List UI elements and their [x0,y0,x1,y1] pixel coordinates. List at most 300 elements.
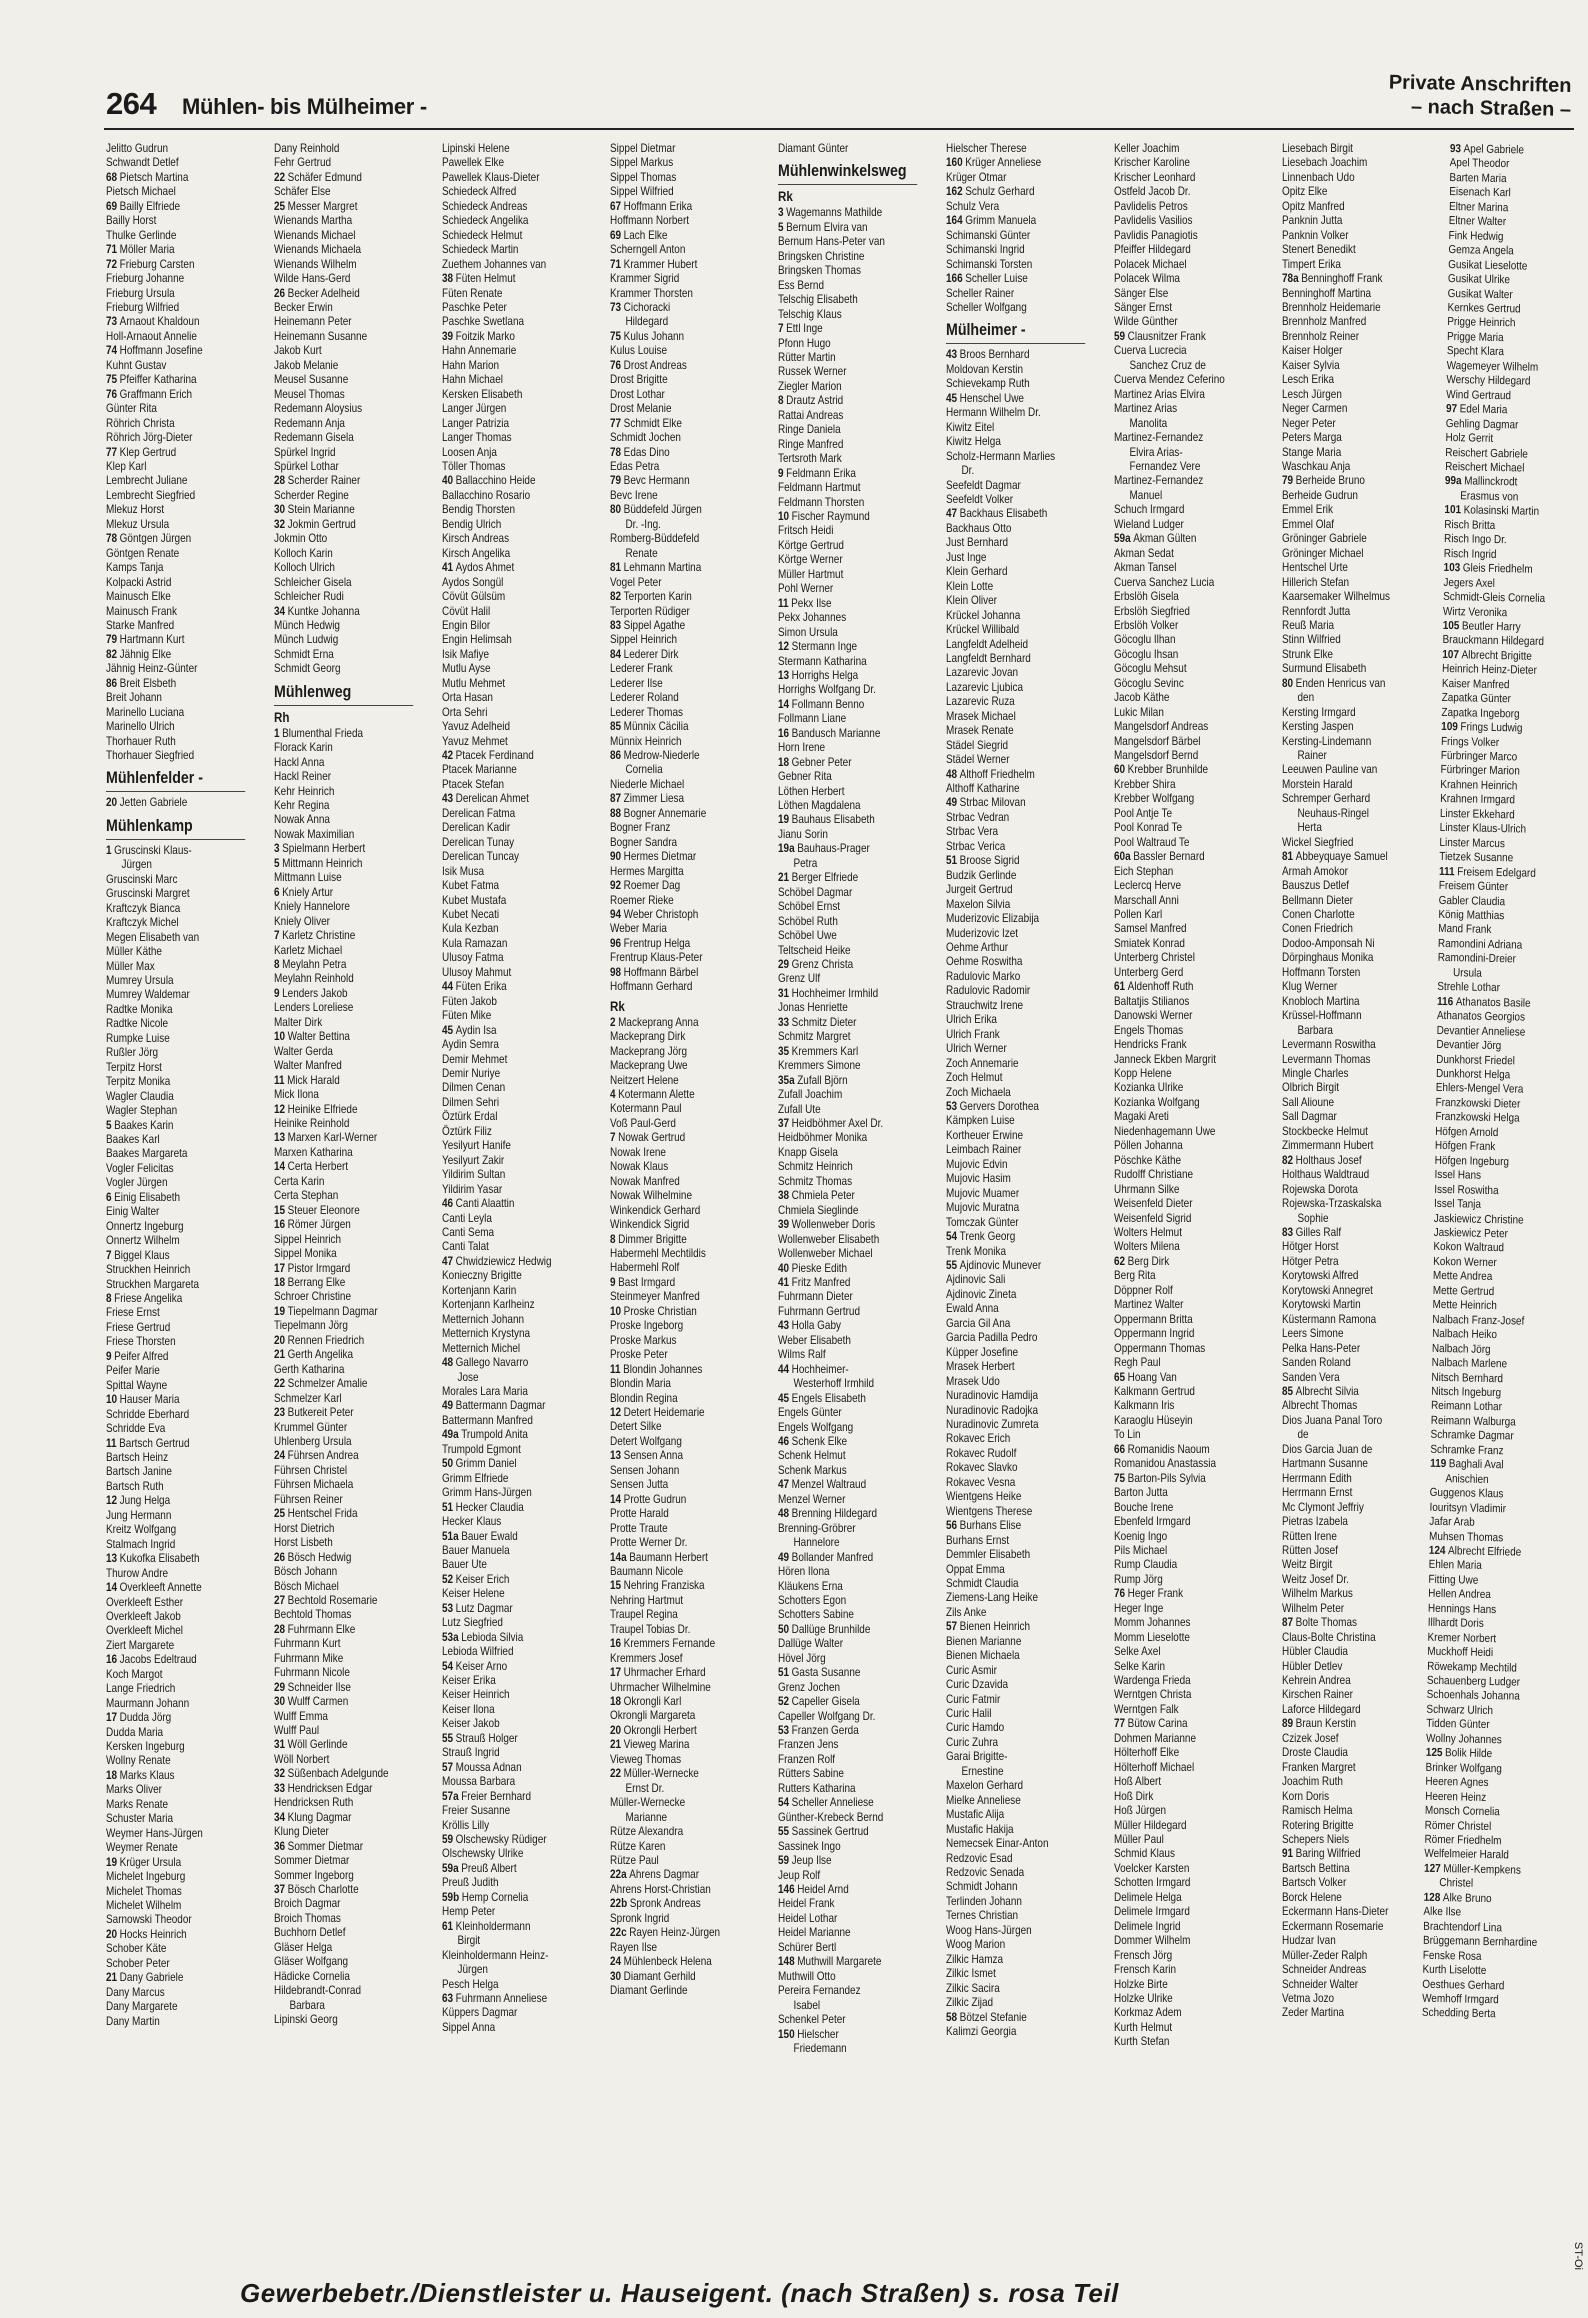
resident-name: Sommer Ingeborg [274,1868,354,1882]
street-rule [778,184,917,185]
resident-name: Hochheimer- [791,1362,849,1376]
house-number: 54 [946,1230,958,1244]
house-number: 45 [946,391,958,405]
directory-entry [442,561,581,575]
directory-entry [442,229,581,243]
resident-name: Fernandez Vere [1129,459,1201,473]
resident-name: Romanidis Naoum [1127,1442,1210,1456]
resident-name: Bartsch Heinz [106,1450,169,1464]
directory-entry [1114,966,1253,980]
directory-entry [1114,2006,1253,2020]
directory-entry [106,706,245,720]
resident-name: Wöll Norbert [274,1752,330,1766]
house-number: 7 [106,1248,112,1262]
directory-entry [778,308,917,322]
directory-entry [610,1681,749,1695]
resident-name: Medrow-Niederle [623,749,700,763]
resident-name: Althoff Friedhelm [959,767,1035,781]
resident-name: Voelcker Karsten [1114,1861,1190,1875]
house-number: 16 [274,1218,286,1232]
directory-entry [106,749,245,763]
directory-entry [610,1233,749,1247]
resident-name: Wulff Paul [274,1724,320,1738]
resident-name: Jacobs Edeltraud [119,1653,197,1667]
house-number: 25 [274,199,286,213]
house-number: 9 [610,1275,616,1289]
house-number: 5 [778,220,784,234]
resident-name: Bauer Ute [442,1558,487,1572]
directory-entry [274,1406,413,1420]
resident-name: Krischer Leonhard [1114,170,1196,184]
house-number: 21 [274,1348,286,1362]
directory-entry [1114,1891,1253,1905]
house-number: 32 [274,1767,286,1781]
directory-entry [442,185,581,199]
directory-entry [106,344,245,358]
resident-name: Moussa Adnan [455,1760,522,1774]
house-number: 82 [610,590,622,604]
directory-entry [946,1042,1085,1056]
house-number: 30 [274,503,286,517]
directory-entry [1282,185,1421,199]
resident-name: Weber Christoph [623,908,699,922]
directory-entry [1282,156,1421,170]
directory-entry [946,970,1085,984]
resident-name: Pawellek Klaus-Dieter [442,170,540,184]
directory-entry [1282,605,1421,619]
resident-name: Tiepelmann Dagmar [287,1304,378,1318]
resident-name: Klein Gerhard [946,565,1008,579]
directory-entry [610,648,749,662]
directory-entry [442,677,581,691]
resident-name: Erbslöh Gisela [1114,590,1179,604]
resident-name: Zapatka Ingeborg [1441,705,1520,721]
resident-name: Engels Wolfgang [778,1420,854,1434]
resident-name: Kniely Artur [282,885,334,899]
resident-name: Werntgen Falk [1114,1702,1179,1716]
resident-name: Göcoglu Sevinc [1114,676,1184,690]
resident-name: Friedemann [793,2042,847,2055]
directory-entry [274,1565,413,1579]
resident-name: Kleinholdermann Heinz- [442,1948,549,1962]
house-number: 29 [778,958,790,972]
house-number: 39 [778,1218,790,1232]
house-number: 45 [442,1023,454,1037]
resident-name: Chwidziewicz Hedwig [455,1254,552,1268]
resident-name: Mutlu Ayse [442,662,491,676]
directory-entry [946,536,1085,550]
directory-entry [106,417,245,431]
directory-entry [1114,2021,1253,2035]
resident-name: Momm Lieselotte [1114,1630,1190,1644]
resident-name: Wulff Emma [274,1709,328,1723]
resident-name: Möller Maria [119,243,175,257]
resident-name: Römer Christel [1424,1818,1492,1833]
resident-name: Süßenbach Adelgunde [287,1767,389,1781]
directory-entry [946,1230,1085,1244]
resident-name: Zoch Helmut [946,1071,1003,1085]
resident-name: Lesch Erika [1282,373,1335,387]
house-number: 15 [274,1203,286,1217]
directory-entry [274,460,413,474]
directory-entry [778,553,917,567]
directory-entry [778,1045,917,1059]
directory-entry [610,330,749,344]
directory-entry [274,1189,413,1203]
resident-name: Wienands Wilhelm [274,257,357,271]
resident-name: Neger Carmen [1282,402,1348,416]
resident-name: Bevc Hermann [623,474,690,488]
district-code: Rk [610,998,625,1014]
directory-entry [442,1631,581,1645]
resident-name: Bendig Ulrich [442,517,502,531]
resident-name: Enden Henricus van [1295,676,1386,690]
directory-entry [1282,995,1421,1009]
house-number: 90 [610,850,622,864]
directory-entry [1282,1631,1421,1645]
resident-name: Wienands Martha [274,214,353,228]
resident-name: Baring Wilfried [1295,1847,1361,1861]
directory-entry [1114,691,1253,705]
resident-name: Oppermann Britta [1114,1312,1193,1326]
resident-name: Kehr Heinrich [274,784,335,798]
resident-name: Wöll Gerlinde [287,1738,348,1752]
resident-name: Heeren Agnes [1425,1774,1489,1790]
directory-entry [1114,1978,1253,1992]
resident-name: Horst Dietrich [274,1521,335,1535]
resident-name: Zoch Annemarie [946,1056,1019,1070]
directory-entry [442,315,581,329]
resident-name: Diamant Günter [778,142,849,155]
resident-name: Sensen Anna [623,1449,684,1463]
directory-entry [274,1738,413,1752]
resident-name: Sassinek Ingo [778,1839,841,1853]
directory-entry [442,1443,581,1457]
directory-entry [610,850,749,864]
resident-name: Oehme Roswitha [946,955,1023,969]
directory-entry [778,741,917,755]
directory-entry [1114,1819,1253,1833]
directory-entry [1114,1053,1253,1067]
resident-name: Werschy Hildegard [1446,373,1531,388]
directory-entry [778,626,917,640]
resident-name: Mrasek Michael [946,709,1016,723]
resident-name: Einig Elisabeth [114,1190,181,1204]
directory-entry [1114,344,1253,358]
directory-entry [778,1955,917,1969]
resident-name: Bauer Ewald [461,1529,518,1543]
resident-name: Radulovic Marko [946,969,1021,983]
resident-name: Pöllen Johanna [1114,1139,1183,1153]
directory-entry [442,1385,581,1399]
directory-entry [442,1833,581,1847]
directory-entry [106,1798,245,1812]
resident-name: Hielscher [797,2027,839,2041]
directory-entry [1114,1833,1253,1847]
resident-name: Opitz Elke [1282,185,1328,199]
resident-name: Jung Helga [119,1494,171,1508]
directory-entry [1282,460,1421,474]
resident-name: Sippel Heinrich [610,633,678,647]
resident-name: Hahn Marion [442,358,500,372]
resident-name: Schmitz Heinrich [778,1160,853,1174]
directory-entry [778,1869,917,1883]
directory-entry [106,1812,245,1826]
resident-name: Brenning-Gröbrer [778,1521,856,1535]
directory-entry [1114,792,1253,806]
resident-name: Kortenjann Karin [442,1283,517,1297]
house-number: 5 [106,1118,112,1132]
directory-entry [778,1449,917,1463]
resident-name: Eckermann Rosemarie [1282,1919,1384,1933]
directory-entry [106,446,245,460]
house-number: 56 [946,1519,958,1533]
directory-entry [1282,1053,1421,1067]
directory-entry [106,1278,245,1292]
directory-entry [778,279,917,293]
resident-name: Frieburg Johanne [106,272,185,286]
resident-name: Woog Marion [946,1938,1006,1952]
directory-entry [1282,1963,1421,1977]
directory-entry [946,1823,1085,1837]
directory-entry [778,1897,917,1911]
house-number: 22 [610,1767,622,1781]
resident-name: Terpitz Horst [106,1060,162,1074]
resident-name: Guggenos Klaus [1429,1485,1504,1501]
resident-name: Röhrich Jörg-Dieter [106,431,193,445]
resident-name: Schneider Ilse [287,1680,351,1694]
resident-name: Martinez Arias [1114,402,1178,416]
house-number: 116 [1437,994,1454,1008]
resident-name: Wollenweber Michael [778,1247,873,1261]
resident-name: Sommer Dietmar [274,1854,350,1868]
resident-name: Schober Käte [106,1942,167,1956]
directory-entry [946,638,1085,652]
resident-name: Ringe Manfred [778,437,844,451]
directory-entry [1282,662,1421,676]
resident-name: Frings Ludwig [1460,720,1523,735]
resident-name: Franzen Rolf [778,1752,836,1766]
resident-name: Terpitz Monika [106,1075,171,1089]
directory-entry [106,1885,245,1899]
directory-entry [946,464,1085,478]
resident-name: Bandusch Marianne [791,726,881,740]
resident-name: Certa Karin [274,1174,325,1188]
resident-name: Mujovic Edvin [946,1157,1008,1171]
directory-entry [946,724,1085,738]
directory-entry [1282,1515,1421,1529]
directory-entry [106,1971,245,1985]
directory-entry [274,200,413,214]
directory-entry [106,633,245,647]
directory-entry [946,421,1085,435]
resident-name: Gervers Dorothea [959,1100,1039,1113]
directory-entry [442,1139,581,1153]
house-number: 26 [274,1550,286,1564]
house-number: 20 [106,796,118,810]
directory-entry [442,1154,581,1168]
directory-entry [610,258,749,272]
house-number: 80 [1282,676,1294,690]
directory-entry [610,489,749,503]
resident-name: Kolloch Karin [274,546,333,560]
directory-entry [1282,792,1421,806]
resident-name: Nuradinovic Hamdija [946,1389,1038,1403]
directory-entry [442,1717,581,1731]
resident-name: Okrongli Margareta [610,1709,696,1723]
directory-entry [1282,1746,1421,1760]
resident-name: Bogner Sandra [610,835,678,849]
resident-name: Rutters Katharina [778,1781,856,1795]
resident-name: Hendricksen Ruth [274,1796,354,1810]
house-number: 58 [946,2010,958,2024]
resident-name: Sensen Jutta [610,1478,669,1492]
directory-entry [274,330,413,344]
directory-entry [1114,1530,1253,1544]
directory-entry [610,1941,749,1955]
resident-name: Spürkel Lothar [274,459,339,473]
resident-name: Füten Erika [455,980,507,994]
directory-entry [610,1594,749,1608]
resident-name: Ramisch Helma [1282,1804,1353,1818]
directory-entry [778,929,917,943]
directory-entry [106,229,245,243]
directory-entry [106,873,245,887]
house-number: 11 [610,1362,621,1376]
directory-entry [610,980,749,994]
resident-name: Schotters Egon [778,1593,847,1607]
directory-entry [274,1999,413,2013]
resident-name: Alke Ilse [1423,1905,1462,1919]
house-number: 59b [442,1890,460,1904]
directory-entry [1114,1255,1253,1269]
resident-name: Fuhrmann Mike [274,1651,344,1665]
resident-name: Nowak Anna [274,813,330,827]
directory-entry [778,1941,917,1955]
resident-name: Nehring Franziska [623,1579,705,1593]
directory-entry [610,966,749,980]
resident-name: Cövüt Halil [442,604,491,618]
resident-name: Liesebach Birgit [1282,142,1353,155]
resident-name: Jose [457,1370,479,1384]
resident-name: Pesch Helga [442,1977,499,1991]
resident-name: Danowski Werner [1114,1009,1193,1023]
directory-entry [1282,214,1421,228]
resident-name: Muhsen Thomas [1428,1529,1504,1544]
resident-name: Devantier Anneliese [1436,1023,1526,1039]
resident-name: Selke Axel [1114,1645,1161,1659]
resident-name: Panknin Volker [1282,228,1349,242]
directory-entry [610,446,749,460]
directory-entry [106,1754,245,1768]
directory-entry [106,1393,245,1407]
resident-name: Weisenfeld Dieter [1114,1197,1193,1211]
directory-entry [946,258,1085,272]
directory-entry [946,493,1085,507]
directory-entry [274,1536,413,1550]
house-number: 66 [1114,1442,1126,1456]
directory-entry [1282,763,1421,777]
directory-entry [442,662,581,676]
directory-entry [610,1030,749,1044]
house-number: 32 [274,517,286,531]
resident-name: Wulff Carmen [287,1695,349,1709]
directory-entry [1282,1154,1421,1168]
directory-entry [274,1710,413,1724]
resident-name: Rokavec Rudolf [946,1446,1017,1460]
resident-name: Schober Peter [106,1956,170,1970]
resident-name: Küstermann Ramona [1282,1312,1377,1326]
resident-name: Korn Doris [1282,1789,1330,1803]
resident-name: Thorhauer Siegfried [106,749,195,763]
directory-entry [274,1262,413,1276]
resident-name: Franzen Gerda [791,1724,859,1738]
directory-entry [946,1664,1085,1678]
directory-entry [610,1406,749,1420]
resident-name: Schmidt Elke [623,416,682,430]
resident-name: Bailly Horst [106,214,157,228]
resident-name: Pool Antje Te [1114,806,1173,820]
resident-name: Conen Charlotte [1282,908,1355,922]
directory-entry [1282,1342,1421,1356]
resident-name: Blumenthal Frieda [282,726,364,740]
resident-name: Demir Nuriye [442,1067,501,1080]
directory-entry [946,287,1085,301]
directory-entry [442,995,581,1009]
directory-entry [946,214,1085,228]
directory-entry [946,1114,1085,1128]
directory-entry [274,431,413,445]
resident-name: Mittmann Heinrich [282,856,363,870]
directory-entry [274,561,413,575]
directory-entry [106,1639,245,1653]
directory-entry [946,1678,1085,1692]
resident-name: Redemann Gisela [274,431,354,445]
resident-name: Pils Michael [1114,1543,1168,1557]
directory-entry [442,532,581,546]
house-number: 162 [946,185,963,199]
resident-name: Schmitz Dieter [791,1015,857,1029]
directory-entry [442,1905,581,1919]
directory-entry [610,518,749,532]
directory-entry [274,156,413,170]
directory-entry [274,1131,413,1145]
directory-entry [778,828,917,842]
house-number: 80 [610,503,622,517]
resident-name: Bevc Irene [610,488,658,502]
directory-entry [274,1074,413,1088]
resident-name: Certa Stephan [274,1189,339,1203]
directory-entry [778,1276,917,1290]
resident-name: Bassler Bernard [1133,850,1205,864]
directory-entry [1282,431,1421,445]
directory-entry [1114,720,1253,734]
directory-entry [946,1071,1085,1085]
resident-name: Russek Werner [778,365,847,379]
directory-entry [778,655,917,669]
resident-name: Hillerich Stefan [1282,575,1350,589]
resident-name: Heinike Elfriede [287,1102,358,1116]
resident-name: Kirsch Angelika [442,546,511,560]
resident-name: Stermann Katharina [778,654,867,668]
house-number: 43 [778,1319,790,1333]
resident-name: Renate [625,546,658,560]
resident-name: Korkmaz Adem [1114,2006,1182,2020]
directory-entry [274,1883,413,1897]
resident-name: Vieweg Marina [623,1738,690,1752]
resident-name: Okrongli Herbert [623,1723,697,1737]
resident-name: Hartmann Kurt [119,633,185,647]
